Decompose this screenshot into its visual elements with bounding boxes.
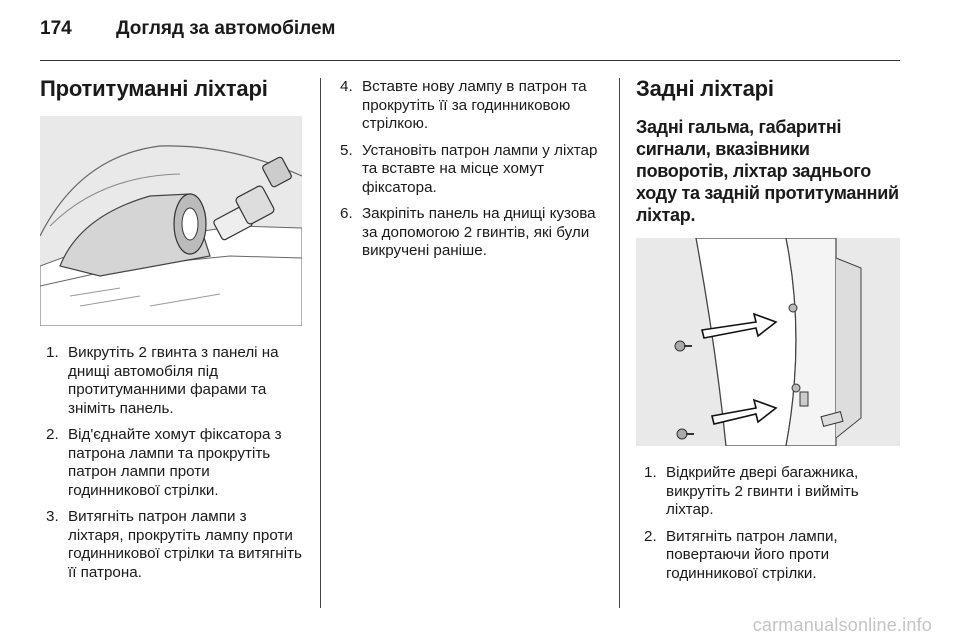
watermark: carmanualsonline.info xyxy=(752,615,932,635)
step-number: 1. xyxy=(46,344,59,361)
fog-lights-heading: Протитуманні ліхтарі xyxy=(40,76,268,101)
list-item xyxy=(46,508,302,582)
step-number: 6. xyxy=(340,205,353,222)
step-number: 1. xyxy=(644,464,657,481)
list-item xyxy=(340,142,602,198)
rear-light-illustration xyxy=(636,238,900,446)
fog-lights-section xyxy=(40,76,302,590)
page-header xyxy=(40,18,335,48)
rear-lights-heading: Задні ліхтарі xyxy=(636,76,774,101)
step-text: Установіть патрон лампи у ліхтар та вставте на місце хомут фіксатора. xyxy=(362,141,598,196)
fog-light-steps-continued xyxy=(340,78,602,261)
rear-light-steps xyxy=(644,464,902,583)
list-item xyxy=(46,344,302,418)
step-text: Відкрийте двері багажника, викрутіть 2 гвинти і вийміть ліхтар. xyxy=(666,464,859,518)
list-item xyxy=(46,426,302,500)
step-text: Від'єднайте хомут фіксатора з патрона лампи та прокрутіть патрон лампи проти годинникової стрілки. xyxy=(68,426,282,499)
step-text: Витягніть патрон лампи, повертаючи його проти годинникової стрілки. xyxy=(666,527,838,582)
step-number: 2. xyxy=(644,527,657,545)
fog-lights-continued xyxy=(340,78,602,269)
chapter-title: Догляд за автомобілем xyxy=(116,18,336,39)
list-item xyxy=(644,528,902,584)
column-divider-1 xyxy=(320,78,321,608)
page-number: 174 xyxy=(40,18,72,39)
step-number: 2. xyxy=(46,426,59,443)
step-text: Викрутіть 2 гвинта з панелі на днищі автомобіля під протитуманними фарами та зніміть панель. xyxy=(68,344,279,417)
fog-light-bulb-illustration xyxy=(40,116,302,326)
header-divider xyxy=(40,60,900,61)
step-number: 4. xyxy=(340,78,353,95)
column-divider-2 xyxy=(619,78,620,608)
rear-lights-section xyxy=(636,76,902,591)
step-number: 3. xyxy=(46,508,59,525)
step-text: Витягніть патрон лампи з ліхтаря, прокрутіть лампу проти годинникової стрілки та витягніть її патрона. xyxy=(68,508,302,581)
step-text: Закріпіть панель на днищі кузова за допомогою 2 гвинтів, які були викручені раніше. xyxy=(362,205,596,259)
step-text: Вставте нову лампу в патрон та прокрутіть її за годинниковою стрілкою. xyxy=(362,78,587,132)
rear-lights-subheading: Задні гальма, габаритні сигнали, вказівники поворотів, ліхтар заднього ходу та задній протитуманний ліхтар. xyxy=(636,117,899,225)
list-item xyxy=(340,78,602,134)
list-item xyxy=(644,464,902,520)
step-number: 5. xyxy=(340,141,353,159)
fog-light-steps xyxy=(46,344,302,582)
list-item xyxy=(340,205,602,261)
